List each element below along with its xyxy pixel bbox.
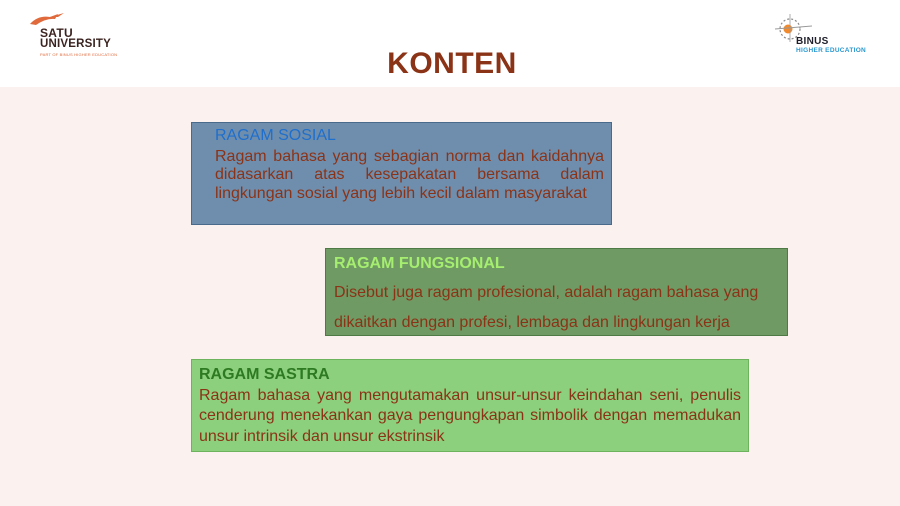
box-body-line: dikaitkan dengan profesi, lembaga dan lingkungan kerja <box>334 314 730 331</box>
box-heading: RAGAM FUNGSIONAL <box>334 255 505 272</box>
logo-name-line-2: UNIVERSITY <box>40 38 112 50</box>
logo-name-line-2: HIGHER EDUCATION <box>796 47 867 54</box>
slide-title: KONTEN <box>387 47 517 80</box>
box-body: Ragam bahasa yang sebagian norma dan kaidahnya didasarkan atas kesepakatan bersama dalam lingkungan sosial yang lebih kecil dalam masyarakat <box>215 148 604 202</box>
ragam-sosial-box <box>191 122 612 225</box>
logo-name-line-1: BINUS <box>796 36 829 47</box>
box-body <box>334 278 781 338</box>
box-body: Ragam bahasa yang mengutamakan unsur-unsur keindahan seni, penulis cenderung menekankan gaya pengungkapan simbolik dengan memadukan unsur intrinsik dan unsur ekstrinsik <box>199 387 741 445</box>
box-body-line: Disebut juga ragam profesional, adalah ragam bahasa yang <box>334 284 759 301</box>
box-heading: RAGAM SASTRA <box>199 366 330 383</box>
ragam-fungsional-box <box>325 248 788 336</box>
ragam-sastra-box <box>191 359 749 452</box>
box-heading: RAGAM SOSIAL <box>215 127 336 144</box>
logo-tagline: PART OF BINUS HIGHER EDUCATION <box>40 52 118 57</box>
logo-name-line-1: SATU <box>40 26 73 40</box>
